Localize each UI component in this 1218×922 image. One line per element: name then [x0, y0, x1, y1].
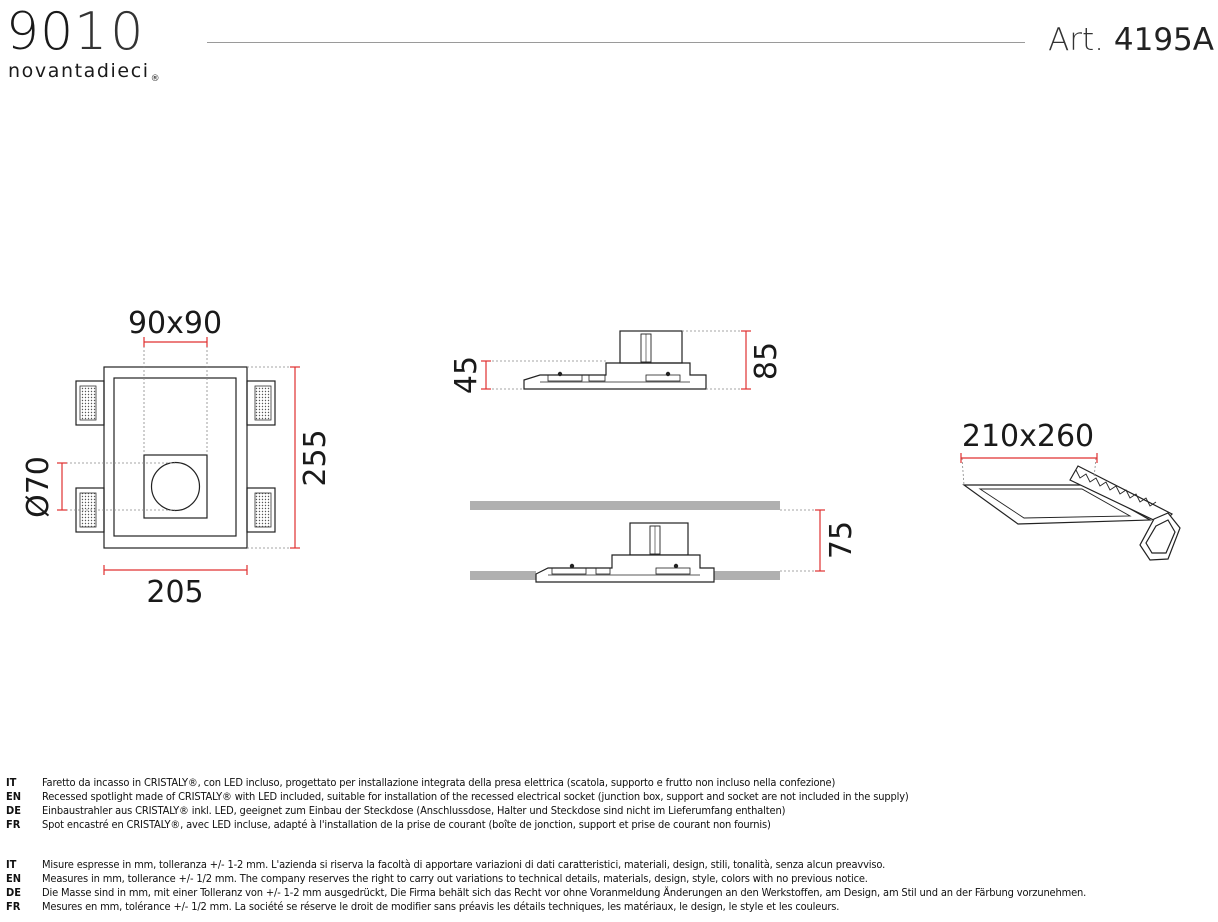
- dim-section-depth: 75: [824, 520, 859, 560]
- wall-bottom-right: [714, 571, 780, 580]
- product-description: [6, 776, 1216, 832]
- measures-row: FR Mesures en mm, tolérance +/- 1/2 mm. La société se réserve le droit de modifier sans préavis les détails techniques, les matériaux, le design, le style et les couleurs.: [6, 900, 840, 913]
- dim-cutout: 210x260: [961, 419, 1095, 454]
- side-dimension-lines: [481, 331, 751, 389]
- wall-bottom-left: [470, 571, 536, 580]
- section-view: [470, 501, 780, 582]
- clip-top-right: [247, 381, 275, 425]
- measures-disclaimer: [6, 858, 1216, 914]
- dim-front-width-bottom: 205: [146, 575, 204, 610]
- clip-top-left: [76, 381, 104, 425]
- description-row: FR Spot encastré en CRISTALY®, avec LED incluse, adapté à l'installation de la prise de courant (boîte de jonction, support et prise de courant non fournis): [6, 818, 771, 831]
- description-row: EN Recessed spotlight made of CRISTALY® with LED included, suitable for installation of the recessed electrical socket (junction box, support and socket are not included in the supply): [6, 790, 909, 803]
- lamp-hole: [152, 463, 200, 511]
- description-row: DE Einbaustrahler aus CRISTALY® inkl. LED, geeignet zum Einbau der Steckdose (Anschlussdose, Halter und Steckdose sind nicht im Lieferumfang enthalten): [6, 804, 786, 817]
- front-dimension-labels: [21, 306, 333, 610]
- measures-row: IT Misure espresse in mm, tolleranza +/- 1-2 mm. L'azienda si riserva la facoltà di apportare variazioni di dati caratteristici, materiali, design, stili, tonalità, senza alcun preavviso.: [6, 858, 886, 871]
- front-inner-frame: [114, 378, 236, 536]
- front-outer-frame: [104, 367, 247, 548]
- measures-row: DE Die Masse sind in mm, mit einer Tolleranz von +/- 1-2 mm ausgedrückt, Die Firma behält sich das Recht vor ohne Voranmeldung Änderungen an den Werkstoffen, am Design, am Stil und an der Färbung vorzunehmen.: [6, 886, 1087, 899]
- side-view: [524, 331, 706, 389]
- logo-number-bold: 90: [6, 2, 75, 62]
- front-dimension-lines: [57, 337, 300, 575]
- dim-side-depth-small: 45: [449, 355, 484, 395]
- measures-row: EN Measures in mm, tollerance +/- 1/2 mm. The company reserves the right to carry out variations to technical details, materials, design, style, colors with no previous notice.: [6, 872, 868, 885]
- section-guides: [780, 510, 824, 571]
- section-body: [536, 555, 714, 582]
- dim-front-hole: Ø70: [21, 456, 56, 518]
- dim-front-width-top: 90x90: [127, 306, 223, 341]
- cutout-dimension-lines: [961, 453, 1097, 463]
- side-dimension-labels: [449, 342, 784, 394]
- side-body: [524, 363, 706, 389]
- logo-number-light: 10: [74, 2, 147, 62]
- cutout-dimension-labels: [962, 419, 1094, 454]
- front-view: [76, 367, 275, 548]
- section-dimension-labels: [824, 521, 859, 559]
- lamp-module: [144, 455, 207, 518]
- clip-bottom-right: [247, 488, 275, 532]
- cutout-view: [964, 466, 1180, 560]
- article-prefix: Art.: [1048, 22, 1105, 58]
- wall-top: [470, 501, 780, 510]
- registered-mark: ®: [150, 74, 162, 84]
- dim-side-depth-large: 85: [749, 341, 784, 381]
- dim-front-height: 255: [298, 429, 333, 487]
- article-code: 4195A: [1113, 22, 1214, 58]
- logo-word: novantadieci: [8, 60, 150, 82]
- description-row: IT Faretto da incasso in CRISTALY®, con LED incluso, progettato per installazione integrata della presa elettrica (scatola, supporto e frutto non incluso nella confezione): [6, 776, 836, 789]
